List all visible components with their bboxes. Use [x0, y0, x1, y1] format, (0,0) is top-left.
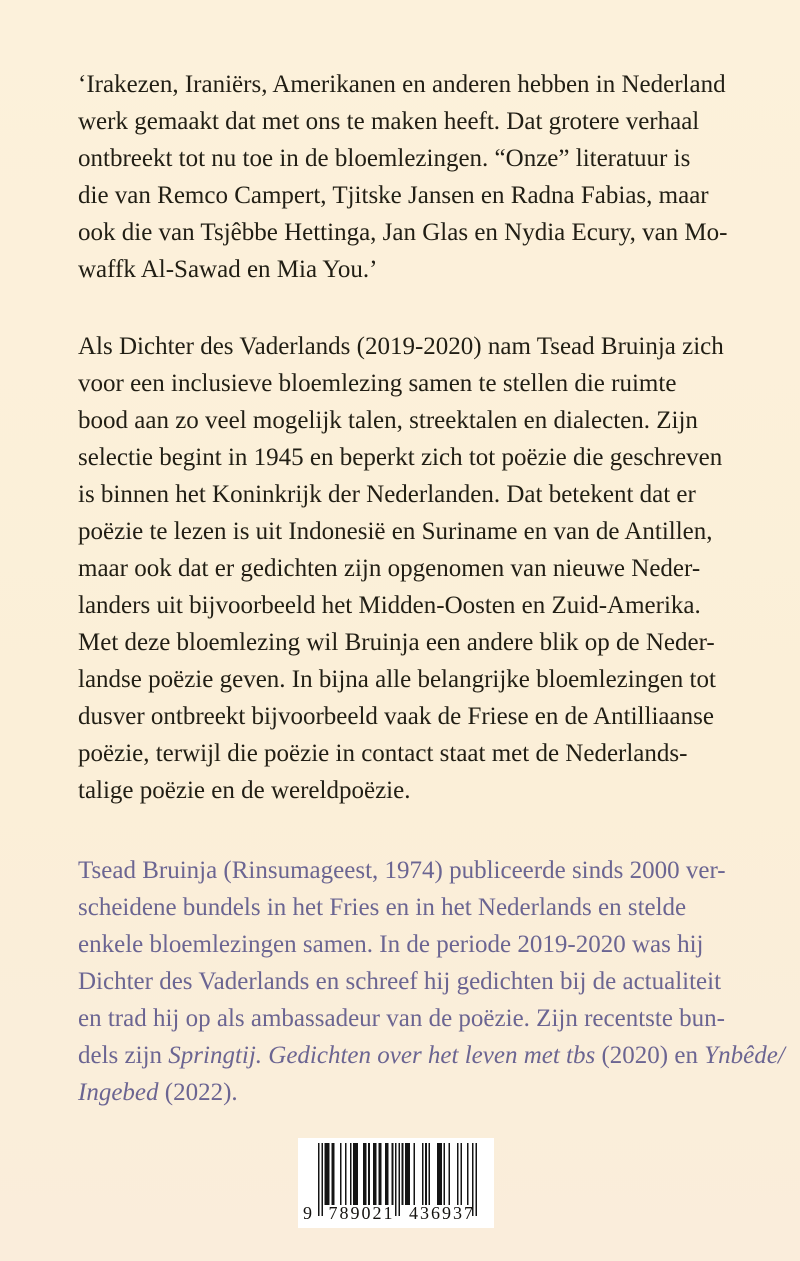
isbn-digit-group: 9 [303, 1203, 314, 1223]
text-line: Dichter des Vaderlands en schreef hij gedichten bij de actualiteit [78, 968, 722, 995]
text-line: poëzie, terwijl die poëzie in contact staat met de Nederlands- [78, 740, 688, 767]
text-line: dels zijn Springtij. Gedichten over het leven met tbs (2020) en Ynbêde/ [78, 1042, 785, 1069]
text-line: Ingebed (2022). [78, 1079, 238, 1106]
text-line: Met deze bloemlezing wil Bruinja een andere blik op de Neder- [78, 629, 715, 656]
text-line: voor een inclusieve bloemlezing samen te stellen die ruimte [78, 370, 677, 397]
text-line: enkele bloemlezingen samen. In de periode 2019-2020 was hij [78, 931, 704, 958]
text-line: dusver ontbreekt bijvoorbeeld vaak de Friese en de Antilliaanse [78, 703, 714, 730]
description-paragraph [78, 328, 748, 809]
isbn-digit-group: 436937 [409, 1203, 475, 1223]
text-line: Als Dichter des Vaderlands (2019-2020) nam Tsead Bruinja zich [78, 333, 724, 360]
isbn-digits [303, 1201, 475, 1225]
text-line: talige poëzie en de wereldpoëzie. [78, 777, 411, 804]
back-cover-text [78, 66, 785, 1151]
isbn-digit-group: 789021 [328, 1203, 395, 1223]
text-line: bood aan zo veel mogelijk talen, streektalen en dialecten. Zijn [78, 407, 698, 434]
text-line: is binnen het Koninkrijk der Nederlanden. Dat betekent dat er [78, 481, 696, 508]
text-line: Tsead Bruinja (Rinsumageest, 1974) publiceerde sinds 2000 ver- [78, 857, 726, 884]
text-line: scheidene bundels in het Fries en in het Nederlands en stelde [78, 894, 687, 921]
text-line: ‘Irakezen, Iraniërs, Amerikanen en anderen hebben in Nederland [78, 71, 726, 98]
text-line: die van Remco Campert, Tjitske Jansen en Radna Fabias, maar [78, 182, 709, 209]
author-bio-paragraph [78, 852, 785, 1111]
text-line: ontbreekt tot nu toe in de bloemlezingen. “Onze” literatuur is [78, 145, 691, 172]
text-line: ook die van Tsjêbbe Hettinga, Jan Glas en Nydia Ecury, van Mo- [78, 219, 728, 246]
text-line: werk gemaakt dat met ons te maken heeft. Dat grotere verhaal [78, 108, 700, 135]
text-line: poëzie te lezen is uit Indonesië en Suriname en van de Antillen, [78, 518, 713, 545]
text-line: landse poëzie geven. In bijna alle belangrijke bloemlezingen tot [78, 666, 716, 693]
text-line: en trad hij op als ambassadeur van de poëzie. Zijn recentste bun- [78, 1005, 725, 1032]
text-line: landers uit bijvoorbeeld het Midden-Oosten en Zuid-Amerika. [78, 592, 701, 619]
text-line: maar ook dat er gedichten zijn opgenomen van nieuwe Neder- [78, 555, 701, 582]
quote-paragraph [78, 66, 748, 288]
text-line: waffk Al-Sawad en Mia You.’ [78, 256, 378, 283]
isbn-barcode [298, 1138, 494, 1228]
text-line: selectie begint in 1945 en beperkt zich tot poëzie die geschreven [78, 444, 723, 471]
